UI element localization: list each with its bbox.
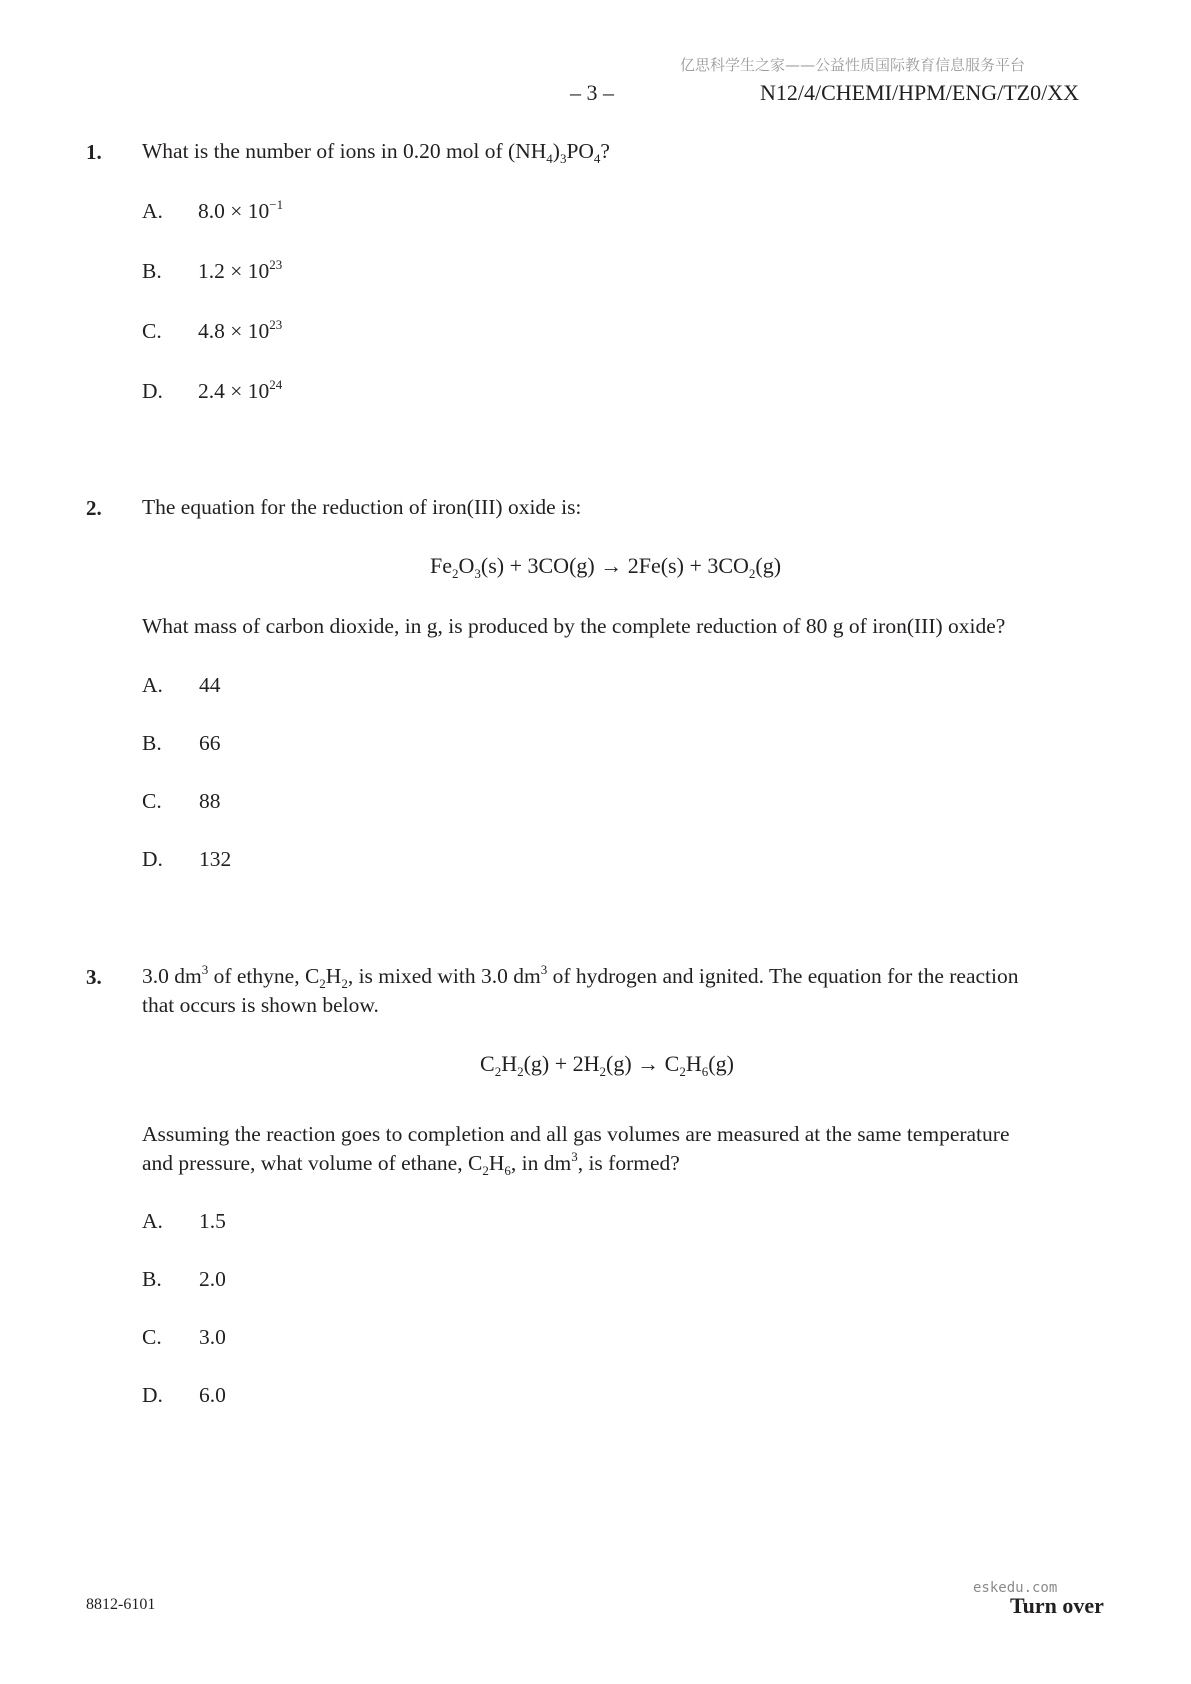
question-intro: The equation for the reduction of iron(III) oxide is: [142,495,582,519]
option-value: 1.5 [199,1209,226,1233]
question-text: What mass of carbon dioxide, in g, is produced by the complete reduction of 80 g of iron(III) oxide? [142,614,1006,638]
option-value: $4.8 \times 10^{23}$ [198,317,283,343]
paper-code: N12/4/CHEMI/HPM/ENG/TZ0/XX [760,80,1079,105]
option-value: 44 [199,673,221,697]
watermark-bottom: eskedu.com [973,1580,1058,1596]
option-letter: C. [142,1325,162,1349]
option-value: 3.0 [199,1325,226,1349]
watermark-top: 亿思科学生之家——公益性质国际教育信息服务平台 [680,56,1026,74]
question-text-line-1: 3.0 $dm^3$ of ethyne, $C_2H_2$, is mixed with 3.0 $dm^3$ of hydrogen and ignited. The equation for the reaction [142,962,1019,991]
option-letter: A. [142,673,163,697]
option-letter: A. [142,199,163,223]
option-letter: C. [142,319,162,343]
turn-over-label: Turn over [1010,1593,1104,1618]
option-letter: B. [142,731,162,755]
question-text-line-3: Assuming the reaction goes to completion and all gas volumes are measured at the same temperature [142,1122,1010,1146]
option-letter: C. [142,789,162,813]
chemical-equation: $C_2H_2(g) + 2H_2(g) \to C_2H_6(g)$ [480,1051,734,1079]
chemical-equation: $Fe_2O_3(s) + 3CO(g) \to 2Fe(s) + 3CO_2(g)$ [430,553,782,581]
footer-code: 8812-6101 [86,1596,156,1613]
question-text-line-4: and pressure, what volume of ethane, $C_2H_6$, in $dm^3$, is formed? [142,1149,680,1178]
option-value: 132 [199,847,232,871]
question-number: 1. [86,140,102,164]
option-value: 2.0 [199,1267,226,1291]
option-value: $8.0 \times 10^{-1}$ [198,197,284,223]
option-value: 88 [199,789,221,813]
question-text-line-2: that occurs is shown below. [142,993,379,1017]
page-number: – 3 – [570,80,614,105]
question-text: What is the number of ions in 0.20 mol of $(NH_4)_3PO_4$? [142,139,610,166]
question-number: 3. [86,965,102,989]
option-letter: B. [142,259,162,283]
option-letter: D. [142,379,163,403]
option-value: $2.4 \times 10^{24}$ [198,377,283,403]
option-value: $1.2 \times 10^{23}$ [198,257,283,283]
option-letter: B. [142,1267,162,1291]
option-letter: D. [142,847,163,871]
question-number: 2. [86,496,102,520]
option-letter: A. [142,1209,163,1233]
option-letter: D. [142,1383,163,1407]
option-value: 6.0 [199,1383,226,1407]
option-value: 66 [199,731,221,755]
